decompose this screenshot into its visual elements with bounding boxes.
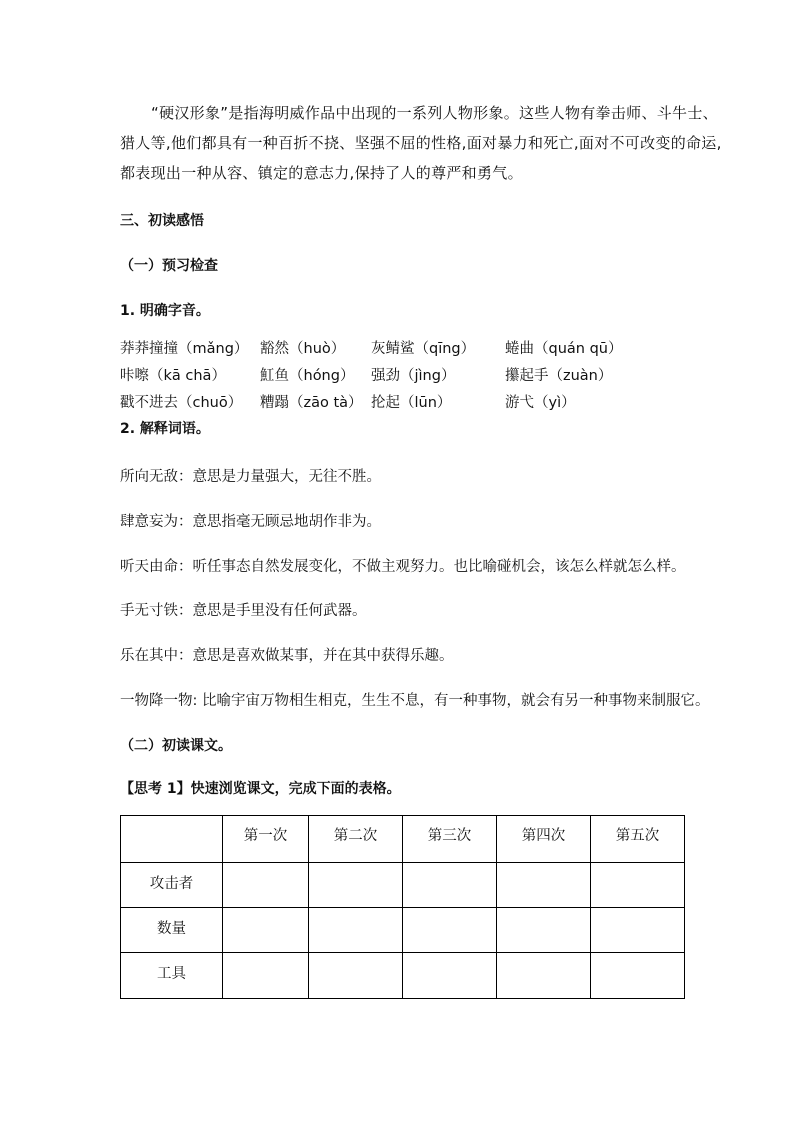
attack-table: [120, 815, 685, 999]
table-cell[interactable]: [223, 908, 309, 953]
vocabulary-item: 所向无敌：意思是力量强大，无往不胜。: [120, 469, 381, 485]
table-row: [121, 953, 685, 999]
table-cell[interactable]: [591, 908, 685, 953]
table-cell[interactable]: [309, 953, 403, 999]
table-row: [121, 863, 685, 908]
table-cell[interactable]: [403, 908, 497, 953]
table-row: [121, 908, 685, 953]
table-cell[interactable]: [223, 953, 309, 999]
table-cell[interactable]: [403, 953, 497, 999]
intro-line-3: 都表现出一种从容、镇定的意志力,保持了人的尊严和勇气。: [120, 164, 523, 182]
table-header-cell: 第四次: [497, 816, 591, 863]
table-cell[interactable]: [497, 953, 591, 999]
table-header-cell: [121, 816, 223, 863]
pronunciation-item: 蜷曲（quán qū）: [505, 341, 623, 357]
table-header-cell: 第二次: [309, 816, 403, 863]
pronunciation-item: 抡起（lūn）: [371, 395, 452, 411]
table-cell[interactable]: [591, 953, 685, 999]
pronunciation-item: 灰鲭鲨（qīng）: [371, 341, 476, 357]
think-one-prompt: [120, 778, 401, 798]
pronunciation-item: 莽莽撞撞（mǎng）: [120, 341, 249, 357]
pronunciation-heading: 1. 明确字音。: [120, 303, 210, 319]
pronunciation-item: 游弋（yì）: [505, 395, 576, 411]
intro-line-2: 猎人等,他们都具有一种百折不挠、坚强不屈的性格,面对暴力和死亡,面对不可改变的命运,: [120, 134, 722, 152]
think-one-text: 快速浏览课文，完成下面的表格。: [190, 781, 401, 797]
table-header-cell: 第三次: [403, 816, 497, 863]
intro-line-1: “硬汉形象”是指海明威作品中出现的一系列人物形象。这些人物有拳击师、斗牛士、: [151, 104, 718, 122]
table-cell[interactable]: [309, 863, 403, 908]
table-row-label: 攻击者: [121, 863, 223, 908]
vocabulary-item: 肆意妄为：意思指毫无顾忌地胡作非为。: [120, 514, 381, 530]
pronunciation-item: 豁然（huò）: [260, 341, 346, 357]
pronunciation-item: 强劲（jìng）: [371, 368, 456, 384]
pronunciation-item: 攥起手（zuàn）: [505, 368, 613, 384]
pronunciation-item: 糟蹋（zāo tà）: [260, 395, 363, 411]
table-header-row: [121, 816, 685, 863]
section-three-heading: 三、初读感悟: [120, 213, 204, 229]
part-two-heading: （二）初读课文。: [120, 738, 232, 754]
pronunciation-item: 戳不进去（chuō）: [120, 395, 243, 411]
table-cell[interactable]: [309, 908, 403, 953]
table-cell[interactable]: [403, 863, 497, 908]
table-cell[interactable]: [591, 863, 685, 908]
table-header-cell: 第一次: [223, 816, 309, 863]
table-cell[interactable]: [497, 863, 591, 908]
think-one-label: 【思考 1】: [120, 781, 191, 797]
vocabulary-item: 手无寸铁：意思是手里没有任何武器。: [120, 603, 367, 619]
table-row-label: 工具: [121, 953, 223, 999]
vocabulary-heading: 2. 解释词语。: [120, 421, 210, 437]
table-cell[interactable]: [497, 908, 591, 953]
vocabulary-item: 一物降一物: 比喻宇宙万物相生相克，生生不息，有一种事物，就会有另一种事物来制服它。: [120, 693, 710, 709]
pronunciation-item: 咔嚓（kā chā）: [120, 368, 226, 384]
vocabulary-item: 听天由命：听任事态自然发展变化，不做主观努力。也比喻碰机会，该怎么样就怎么样。: [120, 559, 686, 575]
pronunciation-item: 魟鱼（hóng）: [260, 368, 355, 384]
table-header-cell: 第五次: [591, 816, 685, 863]
table-row-label: 数量: [121, 908, 223, 953]
vocabulary-item: 乐在其中：意思是喜欢做某事，并在其中获得乐趣。: [120, 648, 454, 664]
part-one-heading: （一）预习检查: [120, 258, 218, 274]
table-cell[interactable]: [223, 863, 309, 908]
